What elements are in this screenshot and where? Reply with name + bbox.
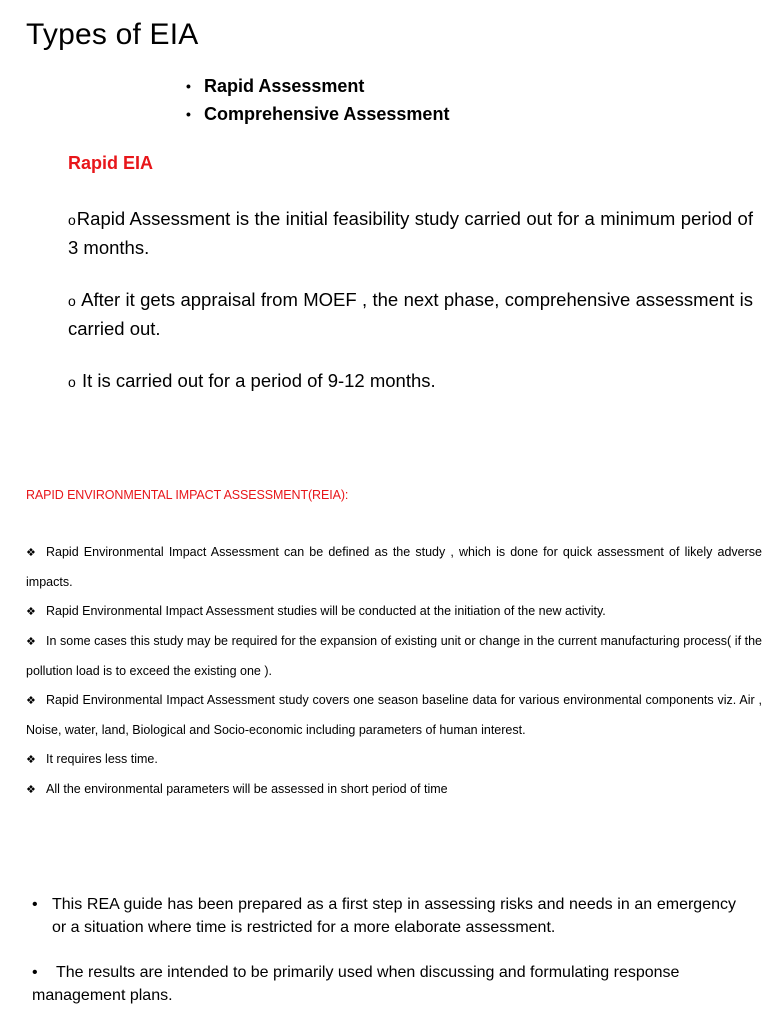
bullet-icon: • <box>32 896 38 913</box>
list-item <box>26 597 762 627</box>
page-title: Types of EIA <box>26 18 199 51</box>
bullet-icon: • <box>186 106 191 122</box>
circle-bullet-icon: o <box>68 293 76 309</box>
reia-point-text: Rapid Environmental Impact Assessment studies will be conducted at the initiation of the new activity. <box>46 604 606 618</box>
rapid-point-text: After it gets appraisal from MOEF , the next phase, comprehensive assessment is carried out. <box>68 289 753 339</box>
reia-list <box>26 538 762 805</box>
diamond-bullet-icon: ❖ <box>26 606 36 618</box>
list-item <box>26 627 762 686</box>
list-item <box>26 538 762 597</box>
diamond-bullet-icon: ❖ <box>26 547 36 559</box>
list-item <box>186 72 449 100</box>
reia-heading: RAPID ENVIRONMENTAL IMPACT ASSESSMENT(REIA): <box>26 488 349 502</box>
rea-guide-point-1 <box>32 893 736 939</box>
bullet-icon: • <box>32 964 38 981</box>
diamond-bullet-icon: ❖ <box>26 695 36 707</box>
rapid-eia-heading: Rapid EIA <box>68 153 154 173</box>
rapid-point-text: Rapid Assessment is the initial feasibility study carried out for a minimum period of 3 months. <box>68 208 753 258</box>
type-rapid-assessment: Rapid Assessment <box>204 76 365 96</box>
reia-point-text: In some cases this study may be required for the expansion of existing unit or change in the current manufacturing process( if the pollution load is to exceed the existing one ). <box>26 634 762 678</box>
rea-guide-point-2 <box>32 961 736 1007</box>
reia-point-text: Rapid Environmental Impact Assessment can be defined as the study , which is done for quick assessment of likely adverse impacts. <box>26 545 762 589</box>
list-item <box>26 775 762 805</box>
eia-types-list <box>186 72 449 128</box>
reia-point-text: It requires less time. <box>46 752 158 766</box>
rapid-point-2 <box>68 286 753 343</box>
rapid-point-3 <box>68 367 753 396</box>
circle-bullet-icon: o <box>68 212 76 228</box>
list-item <box>26 686 762 745</box>
reia-point-text: Rapid Environmental Impact Assessment study covers one season baseline data for various environmental components viz. Air , Noise, water, land, Biological and Socio-economic including parameters of human interest. <box>26 693 762 737</box>
bullet-icon: • <box>186 78 191 94</box>
rapid-point-text: It is carried out for a period of 9-12 months. <box>81 370 436 391</box>
list-item <box>186 100 449 128</box>
list-item <box>26 745 762 775</box>
rapid-point-1 <box>68 205 753 262</box>
reia-point-text: All the environmental parameters will be assessed in short period of time <box>46 782 448 796</box>
type-comprehensive-assessment: Comprehensive Assessment <box>204 104 450 124</box>
diamond-bullet-icon: ❖ <box>26 784 36 796</box>
rea-guide-text: This REA guide has been prepared as a first step in assessing risks and needs in an emergency or a situation where time is restricted for a more elaborate assessment. <box>52 896 736 936</box>
circle-bullet-icon: o <box>68 374 76 390</box>
diamond-bullet-icon: ❖ <box>26 754 36 766</box>
rea-guide-text: The results are intended to be primarily used when discussing and formulating response management plans. <box>32 964 680 1004</box>
diamond-bullet-icon: ❖ <box>26 636 36 648</box>
